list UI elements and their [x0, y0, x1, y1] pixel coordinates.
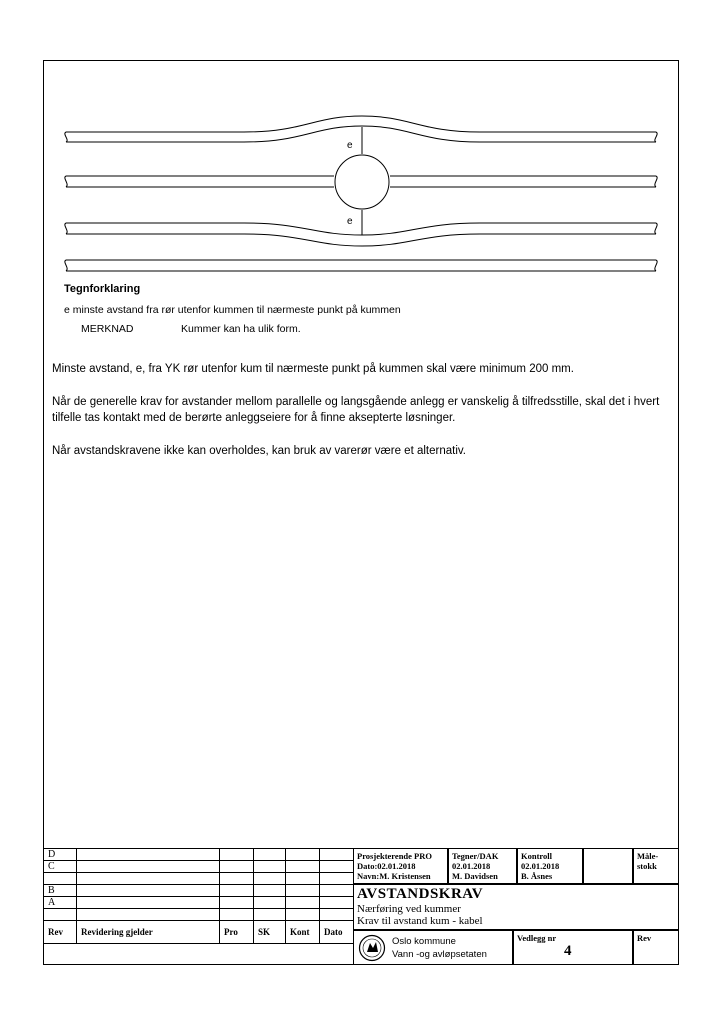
rev-row-b: B — [44, 885, 77, 897]
kontroll-cell: Kontroll 02.01.2018 B. Åsnes — [517, 848, 583, 884]
header-pro: Pro — [220, 921, 254, 944]
drawing-subtitle-1: Nærføring ved kummer — [357, 903, 461, 915]
paragraph-min-distance: Minste avstand, e, fra YK rør utenfor kum til nærmeste punkt på kummen skal være minimum 200 mm. — [52, 363, 574, 375]
malestokk-cell: Måle- stokk — [633, 848, 679, 884]
dim-label-top: e — [347, 140, 353, 151]
header-sk: SK — [254, 921, 286, 944]
tegner-cell: Tegner/DAK 02.01.2018 M. Davidsen — [448, 848, 517, 884]
vedlegg-number: 4 — [564, 943, 572, 959]
note-key: MERKNAD — [81, 323, 134, 335]
drawing-subtitle-2: Krav til avstand kum - kabel — [357, 915, 483, 927]
rev-row-a: A — [44, 897, 77, 909]
org-cell — [353, 930, 513, 965]
legend-e-definition: e minste avstand fra rør utenfor kummen til nærmeste punkt på kummen — [64, 304, 401, 316]
title-block-right — [353, 848, 679, 965]
pipe-drawing — [44, 61, 680, 341]
legend-title: Tegnforklaring — [64, 283, 141, 295]
rev-cell: Rev — [633, 930, 679, 965]
vedlegg-cell — [513, 930, 633, 965]
paragraph-general-requirements: Når de generelle krav for avstander mellom parallelle og langsgående anlegg er vanskelig å tilfredsstille, skal det i hvert tilfelle tas kontakt med de berørte anleggseiere for å finne aksepterte løsninger. — [52, 396, 660, 424]
org-name: Oslo kommune — [392, 936, 456, 947]
header-dato: Dato — [320, 921, 354, 944]
legend-note — [81, 323, 301, 335]
paragraph-alternative: Når avstandskravene ikke kan overholdes, kan bruk av varerør være et alternativ. — [52, 445, 466, 457]
header-revisjon: Revidering gjelder — [77, 921, 220, 944]
org-dept: Vann -og avløpsetaten — [392, 949, 487, 960]
header-rev: Rev — [44, 921, 77, 944]
rev-row-d: D — [44, 849, 77, 861]
title-block — [43, 848, 679, 965]
rev-row-c: C — [44, 861, 77, 873]
dim-label-bottom: e — [347, 216, 353, 227]
revision-table — [43, 848, 354, 944]
drawing-title: AVSTANDSKRAV — [357, 886, 484, 902]
note-text: Kummer kan ha ulik form. — [181, 323, 301, 335]
oslo-seal-icon — [358, 934, 386, 962]
header-kont: Kont — [286, 921, 320, 944]
title-cell — [353, 884, 679, 930]
drawing-frame — [43, 60, 679, 965]
vedlegg-label: Vedlegg nr — [517, 933, 557, 943]
prosjekt-cell: Prosjekterende PRO Dato:02.01.2018 Navn:M. Kristensen — [353, 848, 448, 884]
